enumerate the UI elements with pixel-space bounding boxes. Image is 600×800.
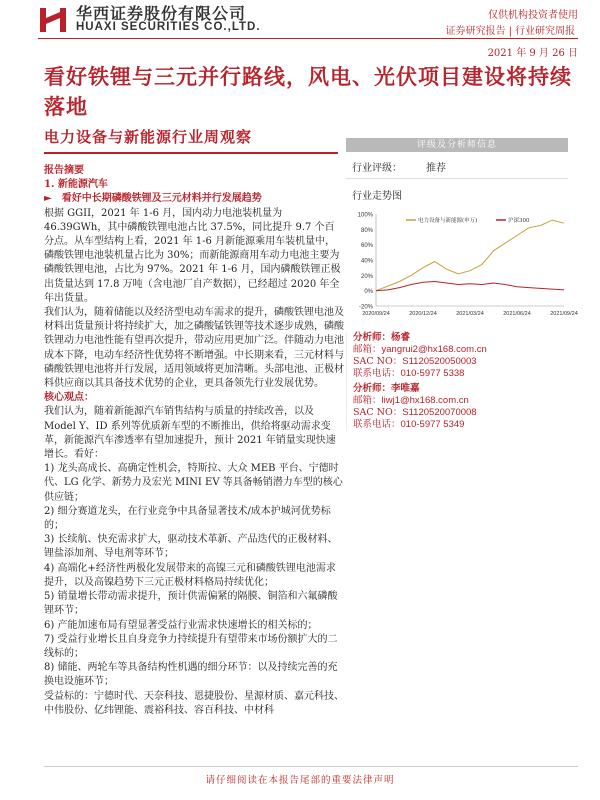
footer-divider	[44, 766, 578, 767]
audience-note: 仅供机构投资者使用	[488, 10, 578, 21]
header-divider	[38, 38, 578, 39]
sac-number: S1120520050003	[402, 356, 477, 367]
list-item: 5) 销量增长带动需求提升，预计供需偏紧的隔膜、铜箔和六氟磷酸锂环节；	[44, 591, 338, 617]
y-tick-label: 60%	[360, 243, 373, 250]
paragraph-3: 我们认为，随着新能源汽车销售结构与质量的持续改善，以及 Model Y、ID 系列等优质新车型的不断推出，供给将驱动需求变革，新能源汽车渗透率有望加速提升，预计 2021 年销量实现快速增长。看好：	[44, 406, 336, 461]
list-item: 2) 细分赛道龙头，在行业竞争中具备显著技术/成本护城河优势标的；	[44, 505, 331, 532]
report-title: 看好铁锂与三元并行路线，风电、光伏项目建设将持续落地	[44, 64, 572, 119]
list-item: 6) 产能加速布局有望显著受益行业需求快速增长的相关标的；	[44, 619, 318, 631]
x-tick-label: 2021/09/24	[550, 311, 578, 317]
report-type: 证券研究报告 | 行业研究周报	[445, 26, 575, 37]
list-item: 8) 储能、两轮车等具备结构性机遇的细分环节：以及持续完善的充换电设施环节；	[44, 662, 338, 688]
y-tick-label: -20%	[358, 304, 373, 311]
paragraph-1: 根据 GGII，2021 年 1-6 月，国内动力电池装机量为 46.39GWh，其中磷酸铁锂电池占比 37.5%，同比提升 9.7 个百分点。从车型结构上看，2021 年 1-6 月新能源乘用车装机量中，磷酸铁锂电池装机量占比为 30%；而新能源商用车动力电池主要为磷酸铁锂电池，占比为 97%。2021 年 1-6 月，国内磷酸铁锂正极出货量达到 17.8 万吨（含电池厂自产数据），已经超过 2020 年全年出货量。	[44, 207, 341, 304]
phone-label: 联系电话：	[353, 419, 401, 430]
analyst-email[interactable]: yangrui2@hx168.com.cn	[381, 344, 487, 355]
y-tick-label: 40%	[360, 258, 373, 265]
analyst-role: 分析师：	[353, 332, 392, 343]
x-tick-label: 2021/03/24	[456, 311, 484, 317]
series-line-industry	[376, 220, 564, 291]
list-item: 7) 受益行业增长且自身竞争力持续提升有望带来市场份额扩大的二线标的；	[44, 633, 338, 659]
y-tick-label: 20%	[360, 273, 373, 280]
analyst-name: 李唯嘉	[391, 383, 420, 394]
x-tick-label: 2021/06/24	[503, 311, 531, 317]
legend-label: 电力设备与新能源(申万)	[418, 218, 478, 224]
report-subtitle: 电力设备与新能源行业周观察	[44, 128, 253, 146]
summary-heading: 报告摘要	[44, 165, 84, 176]
sac-label: SAC NO：	[353, 407, 403, 418]
mail-label: 邮箱：	[353, 344, 382, 355]
paragraph-2: 我们认为，随着储能以及经济型电动车需求的提升，磷酸铁锂电池及材料出货量预计将持续扩大，加之磷酸锰铁锂等技术逐步成熟，磷酸铁锂动力电池性能有望再次提升，带动应用更加广泛。伴随动力电池成本下降，电动车经济性优势将不断增强。中长期来看，三元材料与磷酸铁锂电池将并行发展，适用领域将更加清晰。头部电池、正极材料供应商以其具备技术优势的企业，更具备领先行业发展优势。	[44, 307, 344, 390]
mail-label: 邮箱：	[353, 395, 382, 406]
section-heading: 1. 新能源汽车	[44, 179, 108, 191]
legend-label: 沪深300	[508, 218, 530, 224]
analyst-1	[353, 332, 568, 380]
phone-label: 联系电话：	[353, 368, 401, 379]
report-date: 2021 年 9 月 26 日	[487, 48, 578, 59]
rating-row	[346, 152, 568, 179]
report-type-label: 证券研究报告	[445, 26, 506, 37]
y-tick-label: 80%	[360, 227, 373, 234]
sac-label: SAC NO：	[353, 356, 403, 367]
list-item: 1) 龙头高成长、高确定性机会，特斯拉、大众 MEB 平台、宁德时代、LG 化学、新势力及宏光 MINI EV 等具备畅销潜力车型的核心供应链；	[44, 463, 343, 503]
company-name-cn: 华西证券股份有限公司	[76, 4, 247, 23]
view-heading: 核心观点：	[44, 392, 94, 404]
page-header	[0, 0, 600, 40]
analyst-block	[346, 332, 568, 431]
list-item: 4) 高端化+经济性两极化发展带来的高镍三元和磷酸铁锂电池需求提升，以及高镍趋势下三元正极材料格局持续优化；	[44, 562, 336, 588]
company-name-en: HUAXI SECURITIES CO.,LTD.	[76, 21, 261, 33]
sac-number: S1120520070008	[402, 407, 477, 418]
analyst-2	[353, 383, 568, 431]
x-tick-label: 2020/12/24	[409, 311, 437, 317]
subsection-heading	[44, 192, 344, 206]
analyst-email[interactable]: liwj1@hx168.com.cn	[381, 395, 469, 406]
sidebar	[346, 138, 578, 431]
y-tick-label: 100%	[357, 212, 373, 219]
trend-title: 行业走势图	[352, 191, 402, 202]
rating-value: 推荐	[426, 163, 446, 174]
main-column	[44, 164, 344, 718]
series-line-index	[376, 282, 564, 291]
report-sub-label: 行业研究周报	[515, 26, 575, 37]
beneficiaries: 受益标的：宁德时代、天奈科技、恩捷股份、星源材质、嘉元科技、中伟股份、亿纬锂能、震裕科技、容百科技、中材科	[44, 690, 344, 716]
info-bar: 评级及分析师信息	[346, 138, 568, 152]
trend-chart	[346, 206, 578, 324]
subsection-title: 看好中长期磷酸铁锂及三元材料并行发展趋势	[61, 193, 262, 205]
analyst-role: 分析师：	[353, 383, 392, 394]
x-tick-label: 2020/09/24	[362, 311, 390, 317]
arrow-icon: ►	[44, 193, 52, 205]
rating-label: 行业评级：	[352, 163, 402, 174]
company-logo-icon	[38, 4, 68, 34]
legal-footer: 请仔细阅读在本报告尾部的重要法律声明	[205, 775, 395, 786]
subtitle-divider	[44, 152, 338, 154]
y-tick-label: 0%	[364, 289, 373, 296]
list-item: 3) 长续航、快充需求扩大，驱动技术革新、产品迭代的正极材料、锂盐添加剂、导电剂等环节；	[44, 534, 338, 560]
phone-number: 010-5977 5349	[400, 419, 465, 430]
phone-number: 010-5977 5338	[400, 368, 465, 379]
analyst-name: 杨睿	[391, 332, 411, 343]
